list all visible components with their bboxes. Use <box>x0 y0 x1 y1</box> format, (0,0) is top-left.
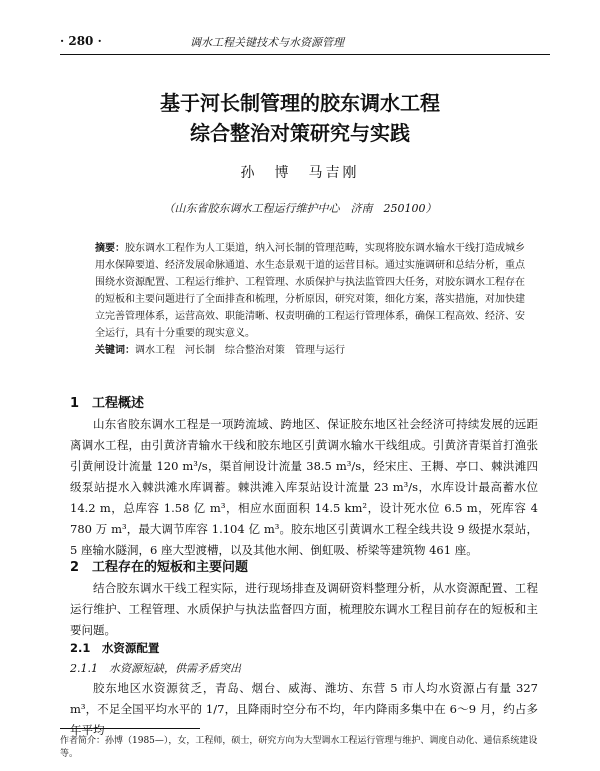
section-2-body <box>70 578 538 641</box>
abstract-block <box>95 240 525 359</box>
section-1-paragraph: 山东省胶东调水工程是一项跨流域、跨地区、保证胶东地区社会经济可持续发展的远距离调水工程，由引黄济青输水干线和胶东地区引黄调水输水干线组成。引黄济青渠首打渔张引黄闸设计流量 120 m³/s，渠首闸设计流量 38.5 m³/s，经宋庄、王耨、亭口、棘洪滩四级泵站提水入棘洪滩水库调蓄。棘洪滩入库泵站设计流量 23 m³/s，水库设计最高蓄水位 14.2 m，总库容 1.58 亿 m³，相应水面面积 14.5 km²，设计死水位 6.5 m，死库容 4 780 万 m³，最大调节库容 1.104 亿 m³。胶东地区引黄调水工程全线共设 9 级提水泵站，5 座输水隧洞，6 座大型渡槽，以及其他水闸、倒虹吸、桥梁等建筑物 461 座。 <box>70 417 538 557</box>
section-2-heading: 2 工程存在的短板和主要问题 <box>70 560 249 575</box>
abstract <box>95 240 525 342</box>
section-1-body <box>70 414 538 561</box>
affiliation: （山东省胶东调水工程运行维护中心 济南 250100） <box>163 202 437 215</box>
keywords-text: 调水工程 河长制 综合整治对策 管理与运行 <box>135 345 345 356</box>
author-footnote: 作者简介：孙博（1985—），女，工程师，硕士，研究方向为大型调水工程运行管理与维护、调度自动化、通信系统建设等。 <box>60 736 538 759</box>
section-1-heading: 1 工程概述 <box>70 396 145 411</box>
section-2-1-1-paragraph: 胶东地区水资源贫乏，青岛、烟台、威海、潍坊、东营 5 市人均水资源占有量 327 m³，不足全国平均水平的 1/7，且降雨时空分布不均，年内降雨多集中在 6～9 月，约占多年平均 <box>70 681 538 737</box>
keywords <box>95 342 525 359</box>
authors: 孙 博 马吉刚 <box>240 165 360 181</box>
section-2-paragraph: 结合胶东调水干线工程实际，进行现场排查及调研资料整理分析，从水资源配置、工程运行维护、工程管理、水质保护与执法监督四方面，梳理胶东调水工程目前存在的短板和主要问题。 <box>70 581 538 637</box>
journal-title: 调水工程关键技术与水资源管理 <box>190 36 344 49</box>
section-2-1-1-heading: 2.1.1 水资源短缺，供需矛盾突出 <box>70 662 241 675</box>
section-2-1-heading: 2.1 水资源配置 <box>70 641 160 655</box>
title-line-1: 基于河长制管理的胶东调水工程 <box>160 91 440 115</box>
header-rule <box>60 54 550 55</box>
section-2-1-1-body <box>70 678 538 741</box>
page-number: · 280 · <box>60 34 102 48</box>
keywords-label: 关键词： <box>95 345 135 356</box>
abstract-label: 摘要： <box>95 243 125 254</box>
article-title <box>0 88 600 148</box>
footnote-rule <box>60 728 200 729</box>
running-header <box>60 34 550 52</box>
title-line-2: 综合整治对策研究与实践 <box>190 121 410 145</box>
abstract-text: 胶东调水工程作为人工渠道，纳入河长制的管理范畴，实现将胶东调水输水干线打造成城乡用水保障要道、经济发展命脉通道、水生态景观干道的运营目标。通过实施调研和总结分析，重点围绕水资源配置、工程运行维护、工程管理、水质保护与执法监管四大任务，对胶东调水工程存在的短板和主要问题进行了全面排查和梳理，分析原因，研究对策，细化方案，落实措施，对加快建立完善管理体系，运营高效、职能清晰、权责明确的工程运行管理体系，确保工程高效、经济、安全运行，具有十分重要的现实意义。 <box>95 243 525 339</box>
